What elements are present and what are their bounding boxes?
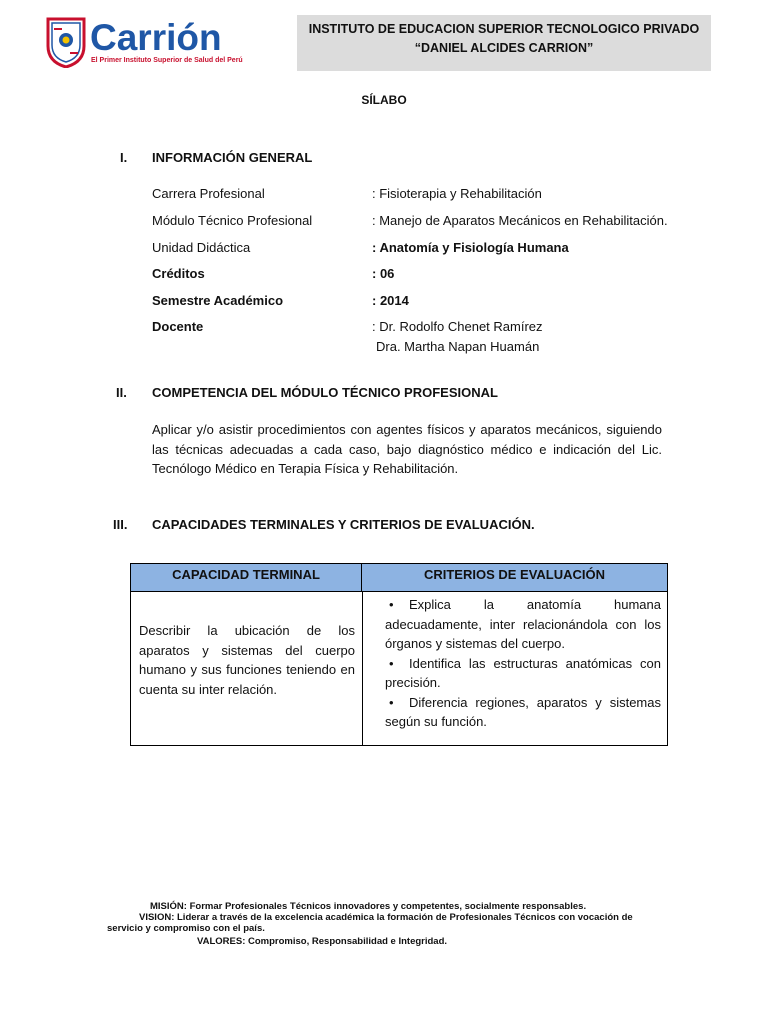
field-value-carrera: : Fisioterapia y Rehabilitación — [372, 186, 542, 201]
table-column-divider — [362, 592, 363, 745]
footer-mision: MISIÓN: Formar Profesionales Técnicos innovadores y competentes, socialmente responsables. — [150, 901, 587, 912]
criterio-item: • Identifica las estructuras anatómicas con precisión. — [385, 655, 661, 690]
section3-title: CAPACIDADES TERMINALES Y CRITERIOS DE EVALUACIÓN. — [152, 517, 535, 532]
field-value-semestre: : 2014 — [372, 293, 409, 308]
section2-number: II. — [116, 385, 127, 400]
table-header-capacidad: CAPACIDAD TERMINAL — [131, 564, 362, 592]
field-value-modulo: : Manejo de Aparatos Mecánicos en Rehabilitación. — [372, 213, 668, 228]
footer-valores: VALORES: Compromiso, Responsabilidad e Integridad. — [197, 936, 448, 947]
field-label-docente: Docente — [152, 319, 204, 334]
bullet-icon: • — [389, 655, 394, 671]
institution-name-line1: INSTITUTO DE EDUCACION SUPERIOR TECNOLOGICO PRIVADO — [308, 22, 700, 36]
section1-number: I. — [120, 150, 128, 165]
field-label-semestre: Semestre Académico — [152, 293, 284, 308]
logo-tagline: El Primer Instituto Superior de Salud del Perú — [91, 57, 243, 64]
footer-vision-line1: VISION: Liderar a través de la excelencia académica la formación de Profesionales Técnicos con vocación de — [139, 912, 633, 923]
table-header-criterios: CRITERIOS DE EVALUACIÓN — [362, 564, 667, 592]
field-label-carrera: Carrera Profesional — [152, 186, 265, 201]
field-label-unidad: Unidad Didáctica — [152, 240, 251, 255]
bullet-icon: • — [389, 597, 394, 612]
capacidades-table — [130, 563, 668, 746]
field-value-creditos: : 06 — [372, 266, 395, 281]
section1-title: INFORMACIÓN GENERAL — [152, 150, 313, 165]
field-label-creditos: Créditos — [152, 266, 205, 281]
section3-number: III. — [113, 517, 128, 532]
field-value-docente-1: : Dr. Rodolfo Chenet Ramírez — [372, 319, 543, 334]
logo-wordmark: Carrión — [90, 17, 222, 58]
capacidad-cell: Describir la ubicación de los aparatos y sistemas del cuerpo humano y sus funciones teniendo en cuenta su inter relación. — [139, 623, 355, 697]
field-value-unidad: : Anatomía y Fisiología Humana — [372, 240, 569, 255]
document-title: SÍLABO — [361, 93, 407, 107]
criterio-item: • Explica la anatomía humana adecuadamente, inter relacionándola con los órganos y sistemas del cuerpo. — [385, 597, 661, 651]
competencia-paragraph: Aplicar y/o asistir procedimientos con agentes físicos y aparatos mecánicos, siguiendo las técnicas adecuadas a cada caso, bajo diagnóstico médico e indicación del Lic. Tecnólogo Médico en Terapia Física y Rehabilitación. — [152, 422, 662, 476]
field-value-docente-2: Dra. Martha Napan Huamán — [376, 339, 540, 354]
bullet-icon: • — [389, 694, 394, 710]
criterio-item: • Diferencia regiones, aparatos y sistemas según su función. — [385, 694, 661, 729]
footer-vision-line2: servicio y compromiso con el país. — [107, 923, 265, 934]
institution-banner — [297, 15, 711, 71]
section2-title: COMPETENCIA DEL MÓDULO TÉCNICO PROFESIONAL — [152, 385, 498, 400]
institution-logo — [46, 16, 246, 72]
criterios-list — [385, 595, 661, 732]
field-label-modulo: Módulo Técnico Profesional — [152, 213, 313, 228]
institution-name-line2: “DANIEL ALCIDES CARRION” — [414, 41, 594, 55]
shield-emblem-icon — [46, 16, 86, 68]
